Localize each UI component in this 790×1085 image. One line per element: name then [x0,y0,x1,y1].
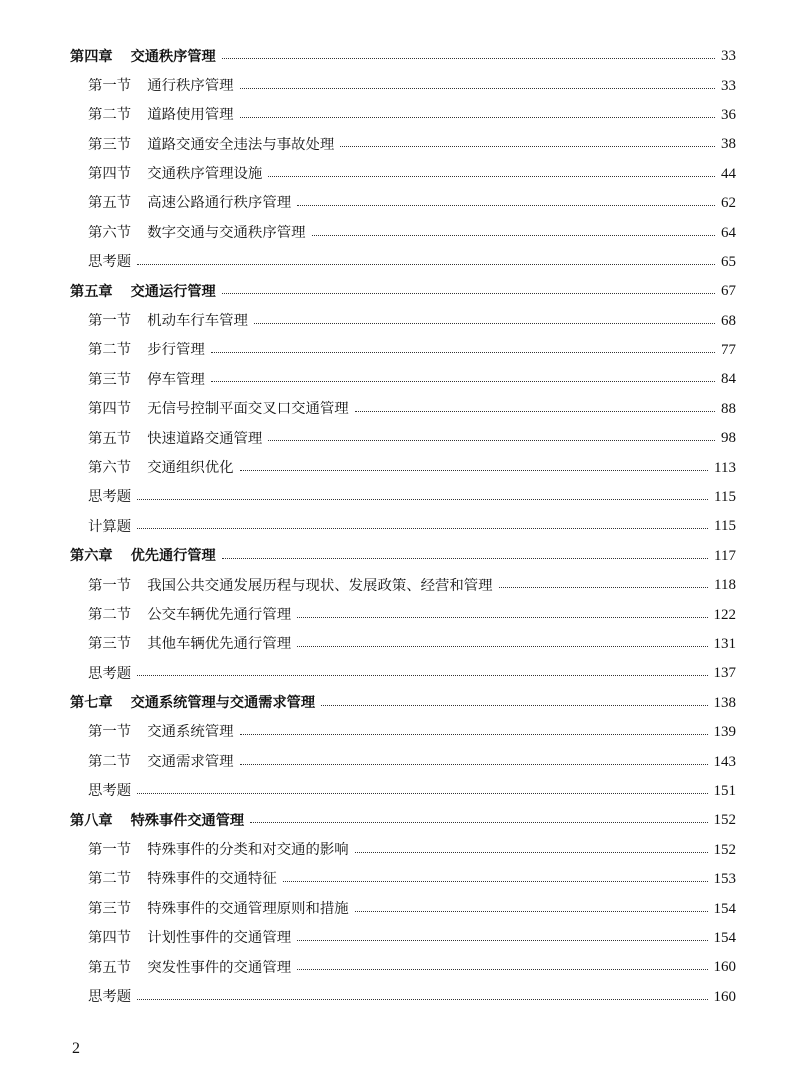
toc-section-row [70,365,736,394]
dot-leader [355,852,708,853]
page-ref: 38 [721,136,736,153]
dot-leader [240,88,715,89]
toc-section-row [70,71,736,100]
dot-leader [240,117,715,118]
dot-leader [355,411,715,412]
page-ref: 152 [713,841,736,858]
exercise-title: 思考题 [88,489,132,506]
section-label: 第四节 [88,166,132,183]
toc-section-row [70,747,736,776]
page-ref: 84 [721,371,736,388]
toc-exercise-row [70,483,736,512]
section-label: 第二节 [88,753,132,770]
chapter-label: 第六章 [70,548,113,565]
section-title: 公交车辆优先通行管理 [147,606,292,623]
page-ref: 44 [721,165,736,182]
page-ref: 88 [721,400,736,417]
dot-leader [297,617,707,618]
section-label: 第二节 [88,871,132,888]
page-ref: 160 [713,959,736,976]
section-title: 机动车行车管理 [147,313,248,329]
page-ref: 117 [714,547,736,564]
page-ref: 68 [721,312,736,329]
section-label: 第三节 [88,900,132,917]
page-ref: 151 [713,782,736,799]
exercise-title: 思考题 [88,783,132,800]
section-label: 第六节 [88,459,132,476]
section-label: 第三节 [88,371,132,388]
chapter-title: 优先通行管理 [130,548,216,565]
toc-section-row [70,836,736,865]
chapter-label: 第七章 [70,695,113,712]
chapter-label: 第五章 [70,283,113,300]
dot-leader [137,528,708,529]
section-label: 第六节 [88,224,132,241]
section-label: 第一节 [88,724,132,741]
section-title: 交通秩序管理设施 [147,166,263,183]
page-ref: 33 [721,77,736,94]
section-label: 第一节 [88,77,132,94]
page-ref: 77 [721,342,736,359]
page-ref: 113 [714,459,736,476]
exercise-title: 思考题 [88,988,132,1005]
dot-leader [222,558,708,559]
toc-section-row [70,894,736,923]
section-title: 我国公共交通发展历程与现状、发展政策、经营和管理 [147,577,493,594]
section-label: 第二节 [88,342,132,359]
toc-exercise-row [70,777,736,806]
toc-section-row [70,424,736,453]
toc-section-row [70,924,736,953]
dot-leader [240,470,709,471]
toc-exercise-row [70,512,736,541]
toc-chapter-row [70,277,736,306]
section-title: 数字交通与交通秩序管理 [147,224,306,241]
dot-leader [254,323,715,324]
toc-chapter-row [70,806,736,835]
toc-section-row [70,395,736,424]
dot-leader [268,176,715,177]
dot-leader [297,205,715,206]
section-title: 道路使用管理 [147,107,234,124]
toc-section-row [70,718,736,747]
dot-leader [211,352,715,353]
page-ref: 143 [713,753,736,770]
page-ref: 36 [721,106,736,123]
dot-leader [211,381,715,382]
section-title: 特殊事件的分类和对交通的影响 [147,842,349,859]
dot-leader [321,705,707,706]
section-label: 第五节 [88,430,132,447]
page-ref: 160 [713,988,736,1005]
toc-section-row [70,600,736,629]
toc-exercise-row [70,248,736,277]
section-label: 第四节 [88,401,132,418]
dot-leader [297,969,707,970]
page-ref: 122 [713,606,736,623]
dot-leader [137,675,707,676]
section-label: 第三节 [88,136,132,153]
chapter-title: 交通系统管理与交通需求管理 [130,695,316,712]
page-ref: 131 [713,636,736,652]
dot-leader [137,499,708,500]
page-ref: 115 [714,489,736,506]
toc-exercise-row [70,659,736,688]
toc-section-row [70,307,736,336]
toc-exercise-row [70,983,736,1012]
dot-leader [240,734,708,735]
table-of-contents [70,42,736,1012]
page-ref: 154 [713,900,736,917]
dot-leader [137,793,707,794]
dot-leader [137,999,707,1000]
section-title: 特殊事件的交通特征 [147,871,277,888]
section-title: 交通组织优化 [147,459,234,476]
exercise-title: 思考题 [88,254,132,271]
dot-leader [283,881,708,882]
dot-leader [268,440,715,441]
section-title: 快速道路交通管理 [147,430,263,447]
dot-leader [499,587,708,588]
toc-chapter-row [70,689,736,718]
exercise-title: 思考题 [88,665,132,682]
section-title: 其他车辆优先通行管理 [147,636,292,653]
page-ref: 137 [713,665,736,682]
dot-leader [297,646,707,647]
toc-section-row [70,630,736,659]
dot-leader [355,911,708,912]
toc-section-row [70,953,736,982]
page-ref: 153 [713,871,736,888]
dot-leader [297,940,707,941]
page-ref: 138 [713,694,736,711]
section-label: 第一节 [88,577,132,594]
chapter-label: 第八章 [70,812,113,829]
chapter-title: 特殊事件交通管理 [130,812,245,829]
toc-section-row [70,571,736,600]
exercise-title: 计算题 [88,518,132,535]
toc-section-row [70,453,736,482]
toc-section-row [70,865,736,894]
toc-section-row [70,218,736,247]
chapter-label: 第四章 [70,48,113,65]
section-label: 第二节 [88,107,132,124]
chapter-title: 交通运行管理 [130,283,216,300]
page-ref: 118 [714,577,736,594]
dot-leader [222,293,715,294]
section-label: 第五节 [88,195,132,212]
toc-chapter-row [70,542,736,571]
page-ref: 33 [721,48,736,65]
section-label: 第二节 [88,606,132,623]
dot-leader [312,235,716,236]
section-title: 突发性事件的交通管理 [147,959,292,976]
dot-leader [137,264,715,265]
page-ref: 67 [721,283,736,300]
section-label: 第一节 [88,313,132,329]
page-ref: 98 [721,430,736,447]
section-title: 交通系统管理 [147,724,234,741]
toc-section-row [70,189,736,218]
page-number: 2 [72,1040,80,1057]
dot-leader [222,58,715,59]
toc-section-row [70,101,736,130]
section-title: 步行管理 [147,342,205,359]
page-ref: 65 [721,253,736,270]
section-label: 第一节 [88,842,132,859]
page-ref: 62 [721,195,736,212]
chapter-title: 交通秩序管理 [130,48,216,65]
page-ref: 152 [713,812,736,829]
section-label: 第四节 [88,930,132,947]
section-title: 道路交通安全违法与事故处理 [147,136,335,153]
toc-section-row [70,160,736,189]
section-label: 第五节 [88,959,132,976]
section-title: 无信号控制平面交叉口交通管理 [147,401,349,418]
toc-section-row [70,336,736,365]
dot-leader [240,764,708,765]
section-title: 高速公路通行秩序管理 [147,195,292,212]
page-ref: 139 [713,724,736,741]
page-ref: 154 [713,929,736,946]
section-title: 计划性事件的交通管理 [147,930,292,947]
dot-leader [250,822,707,823]
section-title: 通行秩序管理 [147,77,234,94]
page-ref: 64 [721,224,736,241]
section-title: 停车管理 [147,371,205,388]
page-ref: 115 [714,518,736,535]
toc-chapter-row [70,42,736,71]
dot-leader [340,146,715,147]
section-title: 特殊事件的交通管理原则和措施 [147,900,349,917]
section-title: 交通需求管理 [147,753,234,770]
toc-section-row [70,130,736,159]
section-label: 第三节 [88,636,132,653]
